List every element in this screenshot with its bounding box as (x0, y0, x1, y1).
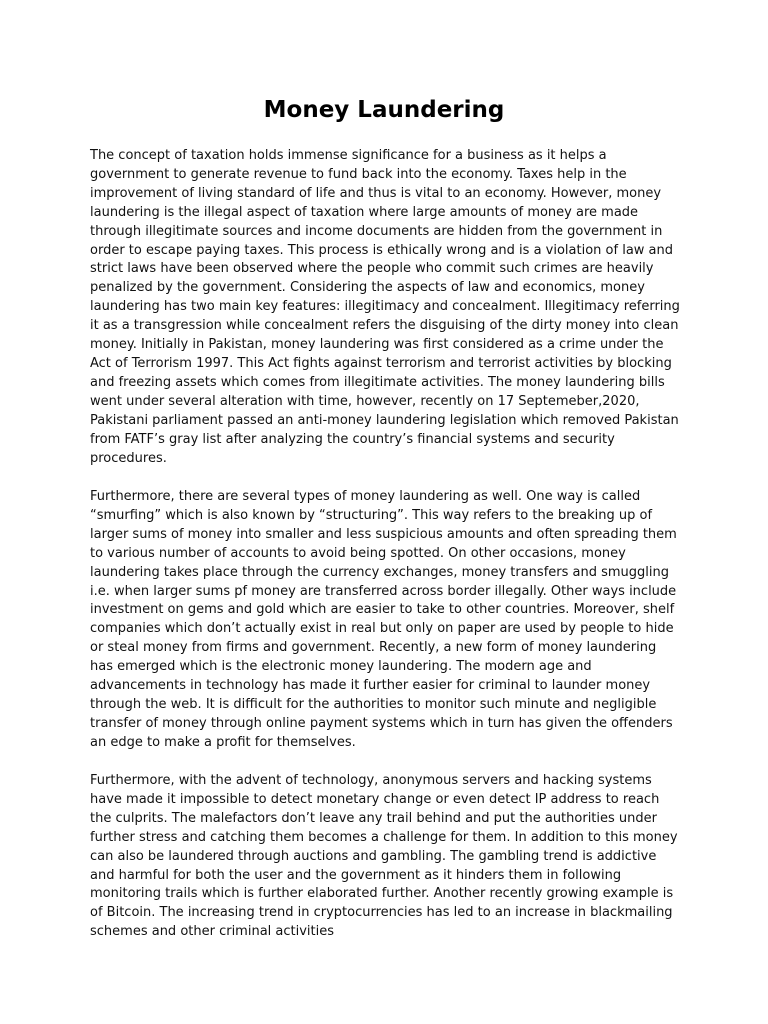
paragraph-types: Furthermore, there are several types of money laundering as well. One way is called “smurfing” which is also known by “structuring”. This way refers to the breaking up of larger sums of money into smaller and less suspicious amounts and often spreading them to various number of accounts to avoid being spotted. On other occasions, money laundering takes place through the currency exchanges, money transfers and smuggling i.e. when larger sums pf money are transferred across border illegally. Other ways include investment on gems and gold which are easier to take to other countries. Moreover, shelf companies which don’t actually exist in real but only on paper are used by people to hide or steal money from firms and government. Recently, a new form of money laundering has emerged which is the electronic money laundering. The modern age and advancements in technology has made it further easier for criminal to launder money through the web. It is difficult for the authorities to monitor such minute and negligible transfer of money through online payment systems which in turn has given the offenders an edge to make a profit for themselves. (90, 489, 677, 750)
paragraph-technology: Furthermore, with the advent of technology, anonymous servers and hacking systems have made it impossible to detect monetary change or even detect IP address to reach the culprits. The malefactors don’t leave any trail behind and put the authorities under further stress and catching them becomes a challenge for them. In addition to this money can also be laundered through auctions and gambling. The gambling trend is addictive and harmful for both the user and the government as it hinders them in following monitoring trails which is further elaborated further. Another recently growing example is of Bitcoin. The increasing trend in cryptocurrencies has led to an increase in blackmailing schemes and other criminal activities (90, 773, 678, 940)
document-title: Money Laundering (263, 97, 505, 123)
paragraph-taxation: The concept of taxation holds immense significance for a business as it helps a government to generate revenue to fund back into the economy. Taxes help in the improvement of living standard of life and thus is vital to an economy. However, money laundering is the illegal aspect of taxation where large amounts of money are made through illegitimate sources and income documents are hidden from the government in order to escape paying taxes. This process is ethically wrong and is a violation of law and strict laws have been observed where the people who commit such crimes are heavily penalized by the government. Considering the aspects of law and economics, money laundering has two main key features: illegitimacy and concealment. Illegitimacy referring it as a transgression while concealment refers the disguising of the dirty money into clean money. Initially in Pakistan, money laundering was first considered as a crime under the Act of Terrorism 1997. This Act fights against terrorism and terrorist activities by blocking and freezing assets which comes from illegitimate activities. The money laundering bills went under several alteration with time, however, recently on 17 Septemeber,2020, Pakistani parliament passed an anti-money laundering legislation which removed Pakistan from FATF’s gray list after analyzing the country’s financial systems and security procedures. (90, 148, 680, 466)
